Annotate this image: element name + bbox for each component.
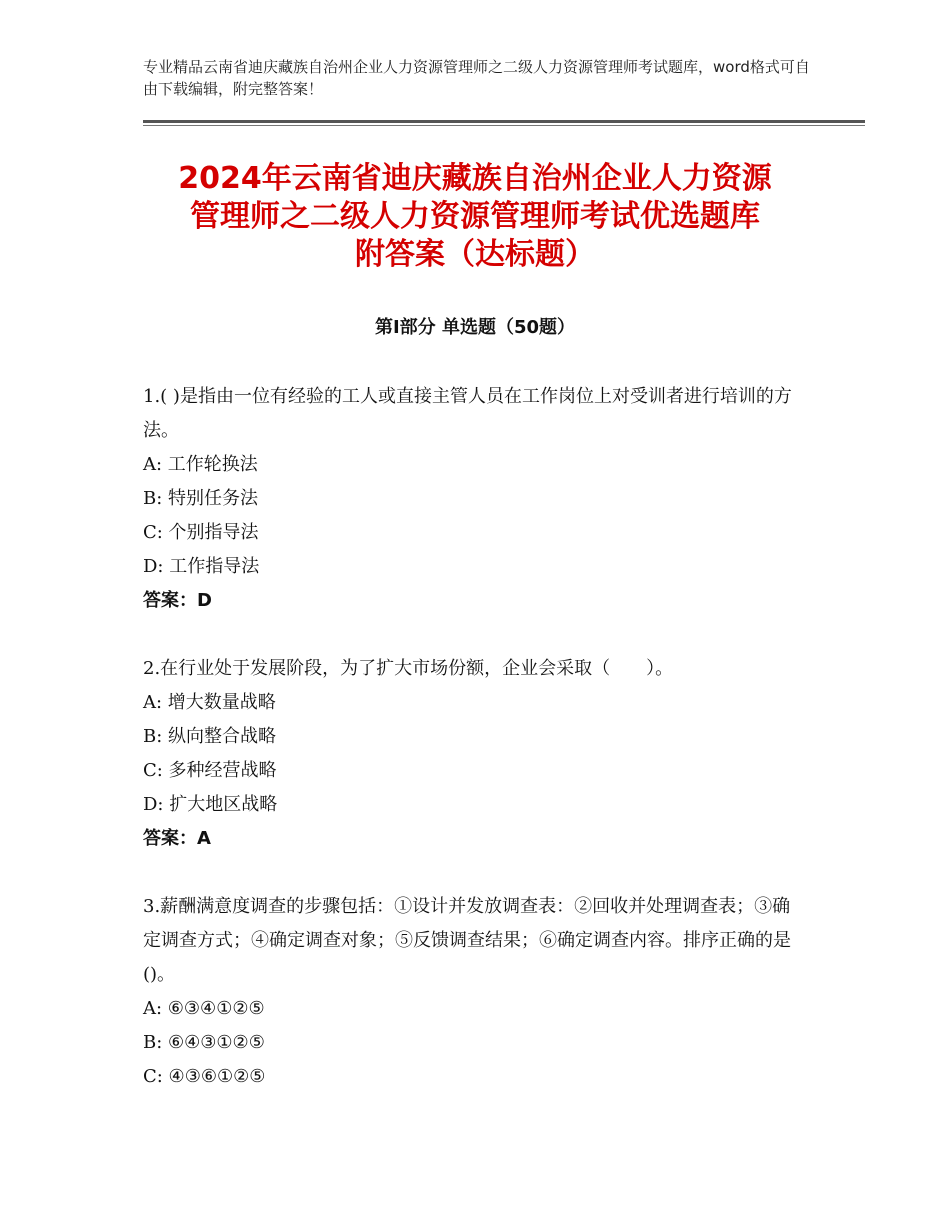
question-option-b: B: 特别任务法 bbox=[143, 488, 259, 509]
header-divider-thick bbox=[143, 120, 865, 123]
section-heading: 第Ⅰ部分 单选题（50题） bbox=[374, 317, 575, 338]
header-note: 专业精品云南省迪庆藏族自治州企业人力资源管理师之二级人力资源管理师考试题库，word格式可自由下载编辑，附完整答案！ bbox=[143, 58, 810, 98]
document-title-line: 附答案（达标题） bbox=[355, 237, 595, 272]
question-answer: 答案：D bbox=[143, 590, 212, 611]
question-option-a: A: ⑥③④①②⑤ bbox=[143, 998, 265, 1019]
question-option-d: D: 扩大地区战略 bbox=[143, 794, 278, 815]
question-option-c: C: 多种经营战略 bbox=[143, 760, 277, 781]
question-stem: 3.薪酬满意度调查的步骤包括：①设计并发放调查表：②回收并处理调查表；③确定调查方式；④确定调查对象；⑤反馈调查结果；⑥确定调查内容。排序正确的是()。 bbox=[143, 896, 791, 985]
question-option-b: B: 纵向整合战略 bbox=[143, 726, 277, 747]
question-answer: 答案：A bbox=[143, 828, 211, 849]
question-3 bbox=[143, 890, 807, 1094]
question-option-c: C: ④③⑥①②⑤ bbox=[143, 1066, 266, 1087]
question-1 bbox=[143, 380, 807, 618]
question-list bbox=[143, 380, 807, 1128]
question-option-a: A: 增大数量战略 bbox=[143, 692, 276, 713]
question-stem: 2.在行业处于发展阶段，为了扩大市场份额，企业会采取（ ）。 bbox=[143, 658, 674, 679]
document-title bbox=[120, 160, 830, 274]
document-title-line: 2024年云南省迪庆藏族自治州企业人力资源 bbox=[178, 161, 772, 196]
question-stem: 1.( )是指由一位有经验的工人或直接主管人员在工作岗位上对受训者进行培训的方法。 bbox=[143, 386, 792, 441]
question-option-d: D: 工作指导法 bbox=[143, 556, 260, 577]
question-option-c: C: 个别指导法 bbox=[143, 522, 259, 543]
question-option-b: B: ⑥④③①②⑤ bbox=[143, 1032, 265, 1053]
question-option-a: A: 工作轮换法 bbox=[143, 454, 258, 475]
document-title-line: 管理师之二级人力资源管理师考试优选题库 bbox=[190, 199, 760, 234]
question-2 bbox=[143, 652, 807, 856]
header-divider-thin bbox=[143, 125, 865, 126]
